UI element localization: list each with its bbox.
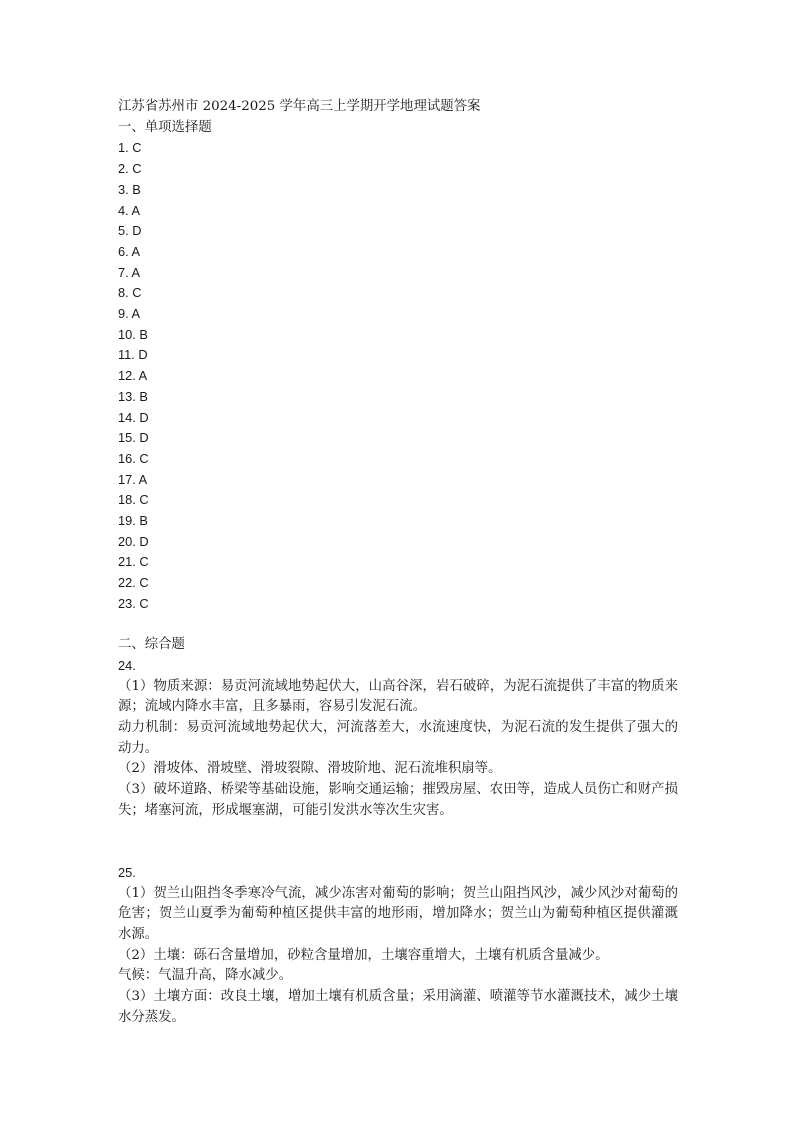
spacer <box>118 822 678 843</box>
answer-item: 6. A <box>118 243 141 259</box>
answer-paragraph: 气候：气温升高，降水减少。 <box>118 968 293 984</box>
answer-list <box>118 138 678 614</box>
answer-item: 2. C <box>118 161 142 177</box>
answer-paragraph: （1）物质来源：易贡河流域地势起伏大，山高谷深，岩石破碎，为泥石流提供了丰富的物质来源；流域内降水丰富，且多暴雨，容易引发泥石流。 <box>118 678 678 715</box>
answer-item: 16. C <box>118 450 149 466</box>
answer-item: 22. C <box>118 575 149 591</box>
answer-item: 11. D <box>118 347 148 363</box>
answer-item: 15. D <box>118 430 149 446</box>
answer-item: 21. C <box>118 554 149 570</box>
answer-item: 1. C <box>118 140 142 156</box>
answer-item: 12. A <box>118 368 148 384</box>
spacer <box>118 615 678 636</box>
document-title: 江苏省苏州市 2024-2025 学年高三上学期开学地理试题答案 <box>118 99 481 114</box>
answer-item: 8. C <box>118 285 142 301</box>
answer-item: 19. B <box>118 513 148 529</box>
answer-item: 13. B <box>118 388 148 404</box>
answer-item: 23. C <box>118 595 149 611</box>
answer-document <box>118 97 678 1029</box>
answer-item: 17. A <box>118 471 148 487</box>
answer-item: 5. D <box>118 223 142 239</box>
section-heading-comprehensive: 二、综合题 <box>118 637 185 653</box>
answer-paragraph: （1）贺兰山阻挡冬季寒冷气流，减少冻害对葡萄的影响；贺兰山阻挡风沙，减少风沙对葡萄的危害；贺兰山夏季为葡萄种植区提供丰富的地形雨，增加降水；贺兰山为葡萄种植区提供灌溉水源。 <box>118 885 678 943</box>
answer-item: 7. A <box>118 264 141 280</box>
section-heading-single-choice: 一、单项选择题 <box>118 119 212 135</box>
answer-item: 9. A <box>118 306 141 322</box>
answer-paragraph: （3）土壤方面：改良土壤，增加土壤有机质含量；采用滴灌、喷灌等节水灌溉技术，减少土壤水分蒸发。 <box>118 989 678 1025</box>
question-number: 25. <box>118 864 136 880</box>
answer-item: 4. A <box>118 202 141 218</box>
answer-item: 3. B <box>118 181 141 197</box>
answer-item: 10. B <box>118 326 148 342</box>
answer-paragraph: （2）土壤：砾石含量增加，砂粒含量增加，土壤容重增大，土壤有机质含量减少。 <box>118 947 609 963</box>
answer-paragraph: （2）滑坡体、滑坡壁、滑坡裂隙、滑坡阶地、泥石流堆积扇等。 <box>118 761 502 777</box>
question-24 <box>118 656 678 822</box>
answer-item: 20. D <box>118 533 149 549</box>
spacer <box>118 842 678 863</box>
answer-paragraph: （3）破坏道路、桥梁等基础设施，影响交通运输；摧毁房屋、农田等，造成人员伤亡和财产损失；堵塞河流，形成堰塞湖，可能引发洪水等次生灾害。 <box>118 782 678 818</box>
answer-item: 14. D <box>118 409 149 425</box>
answer-paragraph: 动力机制：易贡河流域地势起伏大，河流落差大，水流速度快，为泥石流的发生提供了强大的动力。 <box>118 720 678 756</box>
question-25 <box>118 863 678 1029</box>
question-number: 24. <box>118 657 136 673</box>
answer-item: 18. C <box>118 492 149 508</box>
